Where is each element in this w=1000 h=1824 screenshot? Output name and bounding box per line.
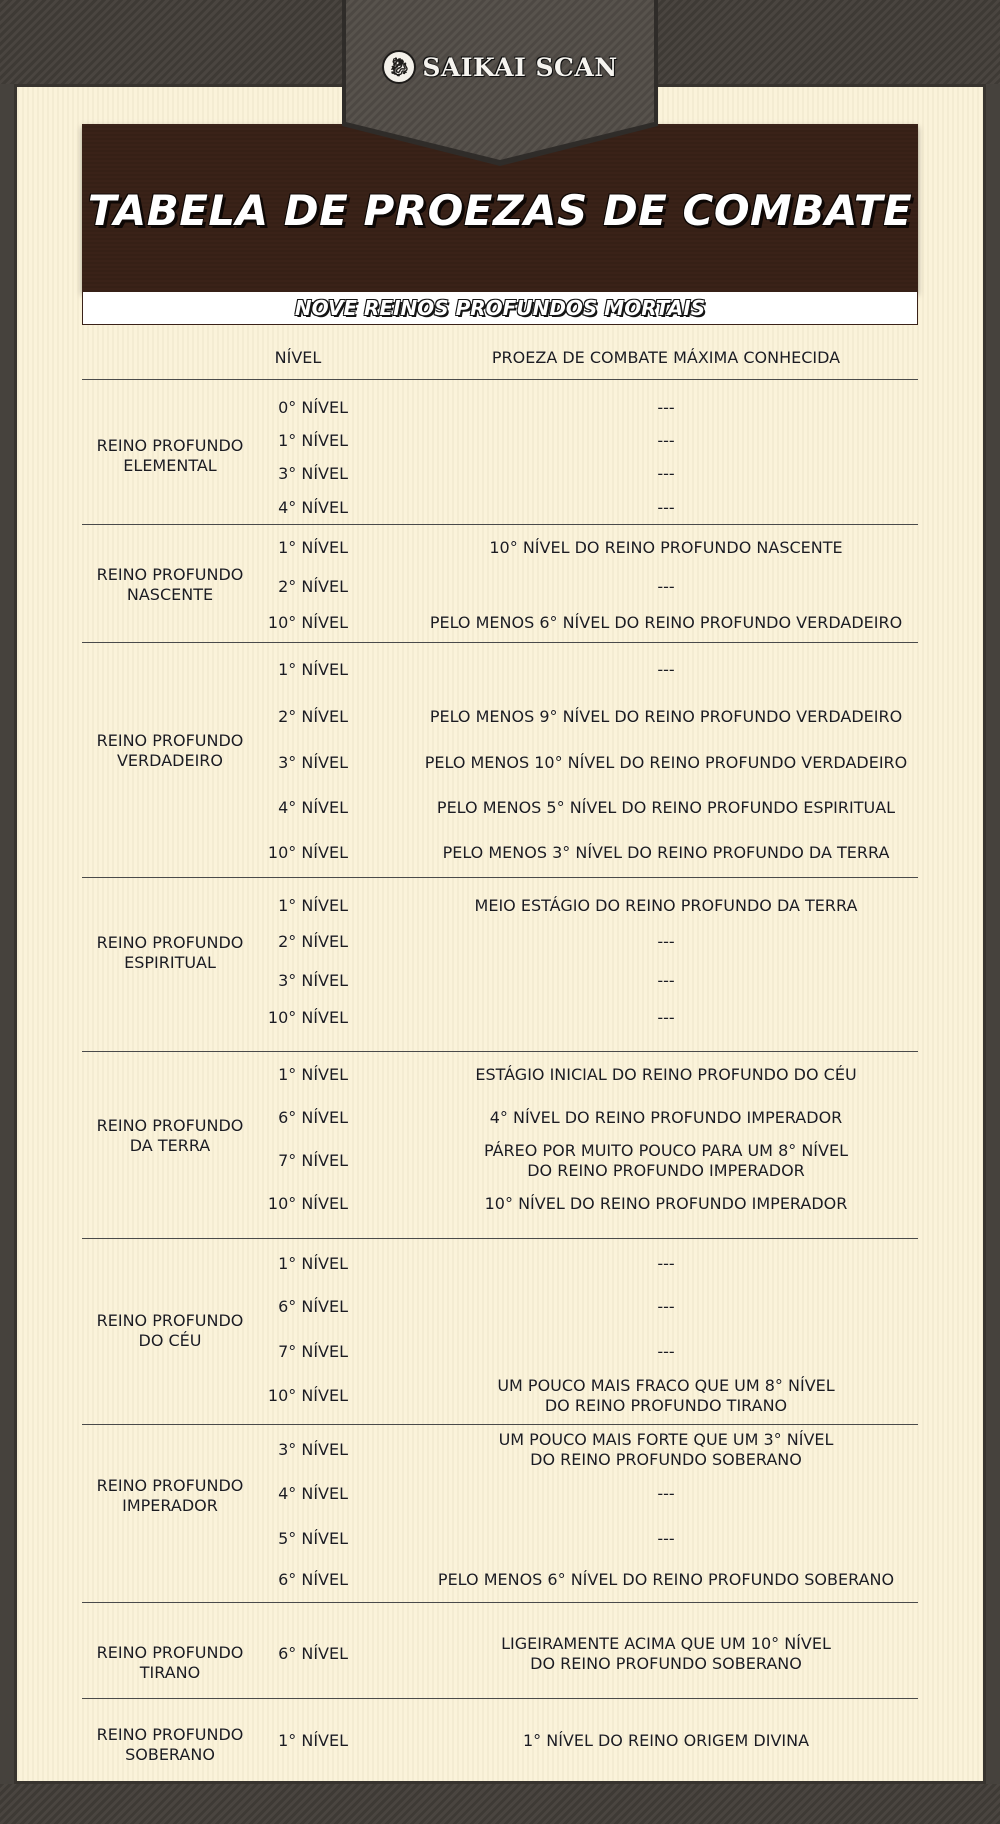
- row-divider: [82, 1238, 918, 1239]
- feat-cell: 10° NÍVEL DO REINO PROFUNDO IMPERADOR: [484, 1194, 848, 1213]
- row-divider: [82, 1602, 918, 1603]
- feat-cell: DO REINO PROFUNDO SOBERANO: [530, 1450, 802, 1469]
- level-cell: 1° NÍVEL: [278, 1731, 348, 1750]
- feat-cell: ---: [657, 398, 675, 417]
- dragon-icon: 🐉︎: [382, 50, 416, 84]
- realm-name: TIRANO: [139, 1663, 201, 1682]
- realm-name: IMPERADOR: [122, 1496, 218, 1515]
- feat-cell: ---: [657, 1008, 675, 1027]
- level-cell: 1° NÍVEL: [278, 431, 348, 450]
- level-cell: 4° NÍVEL: [278, 1484, 348, 1503]
- row-divider: [82, 379, 918, 380]
- realm-name: DO CÉU: [138, 1331, 202, 1350]
- level-cell: 10° NÍVEL: [267, 1386, 348, 1405]
- level-cell: 6° NÍVEL: [278, 1644, 348, 1663]
- feat-cell: ---: [657, 1484, 675, 1503]
- brand-name: SAIKAI SCAN: [422, 52, 618, 82]
- level-cell: 7° NÍVEL: [278, 1151, 348, 1170]
- realm-name: REINO PROFUNDO: [96, 731, 244, 750]
- ribbon-shape: [342, 0, 658, 168]
- feat-cell: LIGEIRAMENTE ACIMA QUE UM 10° NÍVEL: [501, 1634, 831, 1653]
- row-divider: [82, 1698, 918, 1699]
- page-subtitle: NOVE REINOS PROFUNDOS MORTAIS: [294, 296, 706, 320]
- realm-name: REINO PROFUNDO: [96, 1476, 244, 1495]
- feat-cell: PELO MENOS 6° NÍVEL DO REINO PROFUNDO SOBERANO: [437, 1570, 895, 1589]
- realm-name: REINO PROFUNDO: [96, 1116, 244, 1135]
- feat-cell: ---: [657, 1254, 675, 1273]
- feat-cell: ---: [657, 932, 675, 951]
- realm-name: REINO PROFUNDO: [96, 933, 244, 952]
- feat-cell: UM POUCO MAIS FORTE QUE UM 3° NÍVEL: [498, 1430, 834, 1449]
- level-cell: 4° NÍVEL: [278, 498, 348, 517]
- realm-name: NASCENTE: [126, 585, 214, 604]
- feat-cell: PELO MENOS 5° NÍVEL DO REINO PROFUNDO ESPIRITUAL: [436, 798, 896, 817]
- level-cell: 1° NÍVEL: [278, 538, 348, 557]
- realm-name: ESPIRITUAL: [124, 953, 216, 972]
- feat-cell: DO REINO PROFUNDO IMPERADOR: [527, 1161, 805, 1180]
- level-cell: 10° NÍVEL: [267, 1008, 348, 1027]
- level-cell: 1° NÍVEL: [278, 660, 348, 679]
- level-cell: 7° NÍVEL: [278, 1342, 348, 1361]
- level-cell: 2° NÍVEL: [278, 932, 348, 951]
- level-cell: 3° NÍVEL: [278, 753, 348, 772]
- row-divider: [82, 1424, 918, 1425]
- feat-cell: ---: [657, 1342, 675, 1361]
- level-cell: 1° NÍVEL: [278, 1065, 348, 1084]
- level-cell: 6° NÍVEL: [278, 1297, 348, 1316]
- realm-name: REINO PROFUNDO: [96, 565, 244, 584]
- level-cell: 2° NÍVEL: [278, 577, 348, 596]
- column-header-level: NÍVEL: [274, 348, 322, 367]
- level-cell: 3° NÍVEL: [278, 971, 348, 990]
- level-cell: 6° NÍVEL: [278, 1570, 348, 1589]
- level-cell: 10° NÍVEL: [267, 613, 348, 632]
- level-cell: 5° NÍVEL: [278, 1529, 348, 1548]
- feat-cell: ---: [657, 431, 675, 450]
- feat-cell: ---: [657, 464, 675, 483]
- level-cell: 3° NÍVEL: [278, 1440, 348, 1459]
- level-cell: 1° NÍVEL: [278, 1254, 348, 1273]
- level-cell: 1° NÍVEL: [278, 896, 348, 915]
- realm-name: REINO PROFUNDO: [96, 1725, 244, 1744]
- realm-name: REINO PROFUNDO: [96, 1643, 244, 1662]
- level-cell: 3° NÍVEL: [278, 464, 348, 483]
- level-cell: 2° NÍVEL: [278, 707, 348, 726]
- feat-cell: PÁREO POR MUITO POUCO PARA UM 8° NÍVEL: [483, 1141, 848, 1160]
- feat-cell: ESTÁGIO INICIAL DO REINO PROFUNDO DO CÉU: [475, 1065, 857, 1084]
- row-divider: [82, 524, 918, 525]
- page-title: TABELA DE PROEZAS DE COMBATE: [87, 186, 913, 235]
- level-cell: 4° NÍVEL: [278, 798, 348, 817]
- feat-cell: ---: [657, 971, 675, 990]
- realm-name: DA TERRA: [129, 1136, 211, 1155]
- row-divider: [82, 877, 918, 878]
- feat-cell: ---: [657, 660, 675, 679]
- feat-cell: 10° NÍVEL DO REINO PROFUNDO NASCENTE: [489, 538, 843, 557]
- realm-name: VERDADEIRO: [116, 751, 223, 770]
- level-cell: 0° NÍVEL: [278, 398, 348, 417]
- feat-cell: ---: [657, 1297, 675, 1316]
- feat-cell: 1° NÍVEL DO REINO ORIGEM DIVINA: [522, 1731, 810, 1750]
- feat-cell: ---: [657, 1529, 675, 1548]
- feat-cell: ---: [657, 498, 675, 517]
- realm-name: REINO PROFUNDO: [96, 1311, 244, 1330]
- subtitle-bar: [82, 292, 918, 325]
- feat-cell: PELO MENOS 9° NÍVEL DO REINO PROFUNDO VERDADEIRO: [429, 707, 903, 726]
- feat-cell: ---: [657, 577, 675, 596]
- row-divider: [82, 1051, 918, 1052]
- level-cell: 10° NÍVEL: [267, 1194, 348, 1213]
- feat-cell: UM POUCO MAIS FRACO QUE UM 8° NÍVEL: [497, 1376, 835, 1395]
- realm-name: SOBERANO: [125, 1745, 215, 1764]
- feat-cell: DO REINO PROFUNDO SOBERANO: [530, 1654, 802, 1673]
- level-cell: 6° NÍVEL: [278, 1108, 348, 1127]
- level-cell: 10° NÍVEL: [267, 843, 348, 862]
- realm-name: ELEMENTAL: [123, 456, 217, 475]
- brand-ribbon: [342, 0, 658, 168]
- feat-cell: MEIO ESTÁGIO DO REINO PROFUNDO DA TERRA: [474, 896, 858, 915]
- row-divider: [82, 642, 918, 643]
- feat-cell: PELO MENOS 10° NÍVEL DO REINO PROFUNDO VERDADEIRO: [424, 753, 908, 772]
- realm-name: REINO PROFUNDO: [96, 436, 244, 455]
- feat-cell: PELO MENOS 3° NÍVEL DO REINO PROFUNDO DA TERRA: [442, 843, 890, 862]
- feat-cell: 4° NÍVEL DO REINO PROFUNDO IMPERADOR: [489, 1108, 843, 1127]
- bottom-frame-band: [0, 1784, 1000, 1824]
- brand-logo: [342, 50, 658, 84]
- column-header-feat: PROEZA DE COMBATE MÁXIMA CONHECIDA: [491, 348, 841, 367]
- feat-cell: PELO MENOS 6° NÍVEL DO REINO PROFUNDO VERDADEIRO: [429, 613, 903, 632]
- feat-cell: DO REINO PROFUNDO TIRANO: [544, 1396, 788, 1415]
